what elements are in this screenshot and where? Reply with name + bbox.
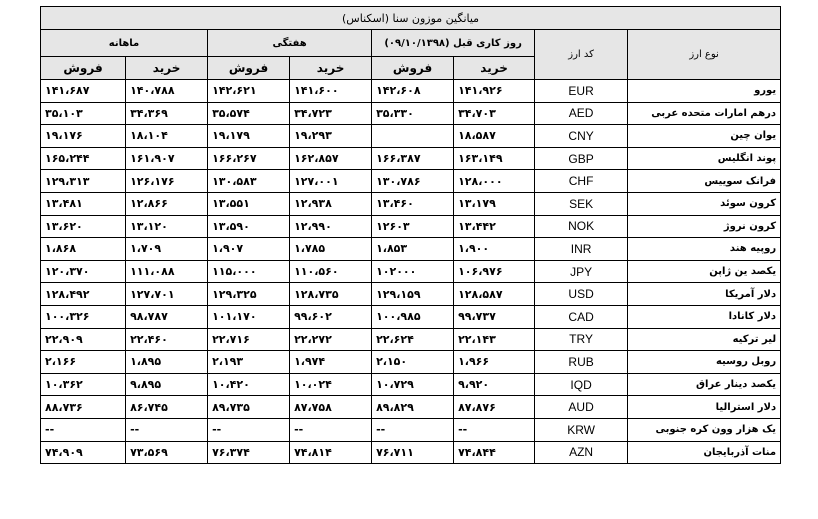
currency-type-header: نوع ارز <box>628 30 781 80</box>
weekly-header: هفتگی <box>208 30 372 57</box>
weekly-sell-value: ۲،۱۹۳ <box>208 351 290 374</box>
weekly-buy-value: ۱۶۲،۸۵۷ <box>290 147 372 170</box>
previous-day-buy-value: ۱۳،۴۴۲ <box>454 215 535 238</box>
table-row <box>41 373 781 396</box>
currency-code: CAD <box>535 305 628 328</box>
currency-code: INR <box>535 238 628 261</box>
currency-code-header: کد ارز <box>535 30 628 80</box>
currency-name: منات آذربایجان <box>628 441 781 464</box>
previous-day-buy-value: ۳۴،۷۰۳ <box>454 102 535 125</box>
currency-name: کرون سوئد <box>628 192 781 215</box>
monthly-buy-value: ۱۴۰،۷۸۸ <box>126 80 208 103</box>
previous-day-sell-value: ۱۰۲۰۰۰ <box>372 260 454 283</box>
currency-code: NOK <box>535 215 628 238</box>
weekly-sell-value: ۱۰۱،۱۷۰ <box>208 305 290 328</box>
weekly-sell-value: ۱۰،۴۲۰ <box>208 373 290 396</box>
currency-name: دلار استرالیا <box>628 396 781 419</box>
table-row <box>41 441 781 464</box>
previous-day-buy-value: ۱۲۸،۰۰۰ <box>454 170 535 193</box>
currency-code: RUB <box>535 351 628 374</box>
monthly-sell-value: -- <box>41 418 126 441</box>
previous-day-sell-value: ۷۶،۷۱۱ <box>372 441 454 464</box>
table-row <box>41 102 781 125</box>
currency-code: SEK <box>535 192 628 215</box>
currency-code: GBP <box>535 147 628 170</box>
monthly-buy-value: ۷۳،۵۶۹ <box>126 441 208 464</box>
currency-name: یوان چین <box>628 125 781 148</box>
rate-table-body <box>41 80 781 464</box>
currency-name: دلار آمریکا <box>628 283 781 306</box>
currency-name: درهم امارات متحده عربی <box>628 102 781 125</box>
table-title: میانگین موزون سنا (اسکناس) <box>41 7 781 30</box>
weekly-sell-value: ۱۲۹،۳۲۵ <box>208 283 290 306</box>
sell-header: فروش <box>41 57 126 80</box>
weekly-sell-value: ۸۹،۷۳۵ <box>208 396 290 419</box>
previous-day-header: روز کاری قبل (۰۹/۱۰/۱۳۹۸) <box>372 30 535 57</box>
weekly-sell-value: -- <box>208 418 290 441</box>
monthly-buy-value: ۱۲۶،۱۷۶ <box>126 170 208 193</box>
currency-code: CNY <box>535 125 628 148</box>
monthly-sell-value: ۱۰۰،۳۲۶ <box>41 305 126 328</box>
table-row <box>41 238 781 261</box>
currency-code: CHF <box>535 170 628 193</box>
weekly-sell-value: ۱۱۵،۰۰۰ <box>208 260 290 283</box>
monthly-buy-value: ۱۶۱،۹۰۷ <box>126 147 208 170</box>
monthly-sell-value: ۱۹،۱۷۶ <box>41 125 126 148</box>
table-row <box>41 418 781 441</box>
weekly-buy-value: ۱۲۸،۷۳۵ <box>290 283 372 306</box>
weekly-buy-value: ۳۴،۷۲۳ <box>290 102 372 125</box>
monthly-buy-value: ۱،۸۹۵ <box>126 351 208 374</box>
table-row <box>41 80 781 103</box>
monthly-sell-value: ۱۲۸،۴۹۲ <box>41 283 126 306</box>
previous-day-buy-value: ۷۴،۸۴۴ <box>454 441 535 464</box>
currency-name: یکصد ین ژاپن <box>628 260 781 283</box>
weekly-sell-value: ۷۶،۳۷۴ <box>208 441 290 464</box>
monthly-buy-value: ۳۴،۳۶۹ <box>126 102 208 125</box>
previous-day-sell-value: ۱۶۶،۳۸۷ <box>372 147 454 170</box>
monthly-sell-value: ۷۴،۹۰۹ <box>41 441 126 464</box>
previous-day-sell-value: ۱۲۹،۱۵۹ <box>372 283 454 306</box>
weekly-buy-value: ۸۷،۷۵۸ <box>290 396 372 419</box>
table-row <box>41 328 781 351</box>
monthly-buy-value: ۹۸،۷۸۷ <box>126 305 208 328</box>
monthly-buy-value: ۱۱۱،۰۸۸ <box>126 260 208 283</box>
exchange-rate-table <box>40 6 781 464</box>
previous-day-buy-value: ۱۲۸،۵۸۷ <box>454 283 535 306</box>
monthly-sell-value: ۲۲،۹۰۹ <box>41 328 126 351</box>
table-row <box>41 125 781 148</box>
previous-day-sell-value: ۱۳۰،۷۸۶ <box>372 170 454 193</box>
monthly-sell-value: ۱۳،۴۸۱ <box>41 192 126 215</box>
previous-day-buy-value: ۸۷،۸۷۶ <box>454 396 535 419</box>
table-row <box>41 215 781 238</box>
monthly-buy-value: -- <box>126 418 208 441</box>
weekly-sell-value: ۲۲،۷۱۶ <box>208 328 290 351</box>
previous-day-sell-value: ۳۵،۳۳۰ <box>372 102 454 125</box>
currency-code: AED <box>535 102 628 125</box>
weekly-sell-value: ۱،۹۰۷ <box>208 238 290 261</box>
previous-day-sell-value: ۲،۱۵۰ <box>372 351 454 374</box>
monthly-sell-value: ۱۲۰،۳۷۰ <box>41 260 126 283</box>
previous-day-buy-value: ۱۰۶،۹۷۶ <box>454 260 535 283</box>
currency-name: یک هزار وون کره جنوبی <box>628 418 781 441</box>
previous-day-buy-value: ۱،۹۶۶ <box>454 351 535 374</box>
buy-header: خرید <box>454 57 535 80</box>
previous-day-buy-value: ۱۸،۵۸۷ <box>454 125 535 148</box>
previous-day-sell-value: ۱،۸۵۳ <box>372 238 454 261</box>
monthly-sell-value: ۸۸،۷۳۶ <box>41 396 126 419</box>
monthly-sell-value: ۱۴۱،۶۸۷ <box>41 80 126 103</box>
previous-day-buy-value: -- <box>454 418 535 441</box>
table-row <box>41 305 781 328</box>
weekly-buy-value: ۱۲،۹۹۰ <box>290 215 372 238</box>
table-row <box>41 283 781 306</box>
buy-header: خرید <box>126 57 208 80</box>
currency-code: TRY <box>535 328 628 351</box>
weekly-buy-value: ۱۱۰،۵۶۰ <box>290 260 372 283</box>
weekly-buy-value: ۱،۹۷۴ <box>290 351 372 374</box>
currency-code: KRW <box>535 418 628 441</box>
monthly-buy-value: ۱۲،۸۶۶ <box>126 192 208 215</box>
currency-name: یکصد دینار عراق <box>628 373 781 396</box>
previous-day-sell-value: ۸۹،۸۲۹ <box>372 396 454 419</box>
monthly-buy-value: ۲۲،۴۶۰ <box>126 328 208 351</box>
weekly-buy-value: -- <box>290 418 372 441</box>
currency-name: یورو <box>628 80 781 103</box>
currency-name: لیر ترکیه <box>628 328 781 351</box>
previous-day-sell-value: ۱۳،۴۶۰ <box>372 192 454 215</box>
previous-day-buy-value: ۹۹،۷۳۷ <box>454 305 535 328</box>
previous-day-sell-value: ۱۲۶۰۳ <box>372 215 454 238</box>
previous-day-buy-value: ۱،۹۰۰ <box>454 238 535 261</box>
buy-header: خرید <box>290 57 372 80</box>
previous-day-sell-value: ۱۰۰،۹۸۵ <box>372 305 454 328</box>
currency-name: روبل روسیه <box>628 351 781 374</box>
table-row <box>41 396 781 419</box>
currency-code: AUD <box>535 396 628 419</box>
weekly-buy-value: ۲۲،۲۷۲ <box>290 328 372 351</box>
previous-day-buy-value: ۹،۹۲۰ <box>454 373 535 396</box>
weekly-sell-value: ۳۵،۵۷۴ <box>208 102 290 125</box>
previous-day-sell-value: ۲۲،۶۲۴ <box>372 328 454 351</box>
sell-header: فروش <box>208 57 290 80</box>
previous-day-buy-value: ۲۲،۱۴۳ <box>454 328 535 351</box>
monthly-sell-value: ۱۰،۳۶۲ <box>41 373 126 396</box>
previous-day-sell-value: ۱۰،۷۲۹ <box>372 373 454 396</box>
currency-name: کرون نروژ <box>628 215 781 238</box>
table-row <box>41 170 781 193</box>
table-row <box>41 192 781 215</box>
weekly-sell-value: ۱۳،۵۹۰ <box>208 215 290 238</box>
currency-code: JPY <box>535 260 628 283</box>
currency-name: فرانک سوییس <box>628 170 781 193</box>
weekly-buy-value: ۱۹،۲۹۳ <box>290 125 372 148</box>
weekly-buy-value: ۱۰،۰۲۴ <box>290 373 372 396</box>
monthly-buy-value: ۸۶،۷۴۵ <box>126 396 208 419</box>
previous-day-sell-value: -- <box>372 418 454 441</box>
weekly-sell-value: ۱۹،۱۷۹ <box>208 125 290 148</box>
currency-code: USD <box>535 283 628 306</box>
monthly-sell-value: ۳۵،۱۰۳ <box>41 102 126 125</box>
monthly-sell-value: ۱۶۵،۲۴۴ <box>41 147 126 170</box>
weekly-buy-value: ۹۹،۶۰۲ <box>290 305 372 328</box>
table-row <box>41 147 781 170</box>
monthly-sell-value: ۱۳،۶۲۰ <box>41 215 126 238</box>
weekly-buy-value: ۱۴۱،۶۰۰ <box>290 80 372 103</box>
currency-name: دلار کانادا <box>628 305 781 328</box>
previous-day-buy-value: ۱۴۱،۹۲۶ <box>454 80 535 103</box>
weekly-sell-value: ۱۴۲،۶۲۱ <box>208 80 290 103</box>
monthly-sell-value: ۱،۸۶۸ <box>41 238 126 261</box>
monthly-sell-value: ۱۲۹،۳۱۳ <box>41 170 126 193</box>
sell-header: فروش <box>372 57 454 80</box>
weekly-buy-value: ۷۴،۸۱۴ <box>290 441 372 464</box>
currency-name: روپیه هند <box>628 238 781 261</box>
previous-day-sell-value: ۱۴۲،۶۰۸ <box>372 80 454 103</box>
monthly-buy-value: ۱،۷۰۹ <box>126 238 208 261</box>
currency-code: EUR <box>535 80 628 103</box>
weekly-sell-value: ۱۶۶،۲۶۷ <box>208 147 290 170</box>
monthly-sell-value: ۲،۱۶۶ <box>41 351 126 374</box>
previous-day-buy-value: ۱۳،۱۷۹ <box>454 192 535 215</box>
monthly-header: ماهانه <box>41 30 208 57</box>
monthly-buy-value: ۹،۸۹۵ <box>126 373 208 396</box>
currency-name: پوند انگلیس <box>628 147 781 170</box>
monthly-buy-value: ۱۳،۱۲۰ <box>126 215 208 238</box>
table-row <box>41 351 781 374</box>
weekly-sell-value: ۱۳،۵۵۱ <box>208 192 290 215</box>
previous-day-sell-value <box>372 125 454 148</box>
weekly-sell-value: ۱۳۰،۵۸۳ <box>208 170 290 193</box>
weekly-buy-value: ۱۲۷،۰۰۱ <box>290 170 372 193</box>
currency-code: AZN <box>535 441 628 464</box>
table-row <box>41 260 781 283</box>
currency-code: IQD <box>535 373 628 396</box>
previous-day-buy-value: ۱۶۳،۱۴۹ <box>454 147 535 170</box>
monthly-buy-value: ۱۸،۱۰۴ <box>126 125 208 148</box>
monthly-buy-value: ۱۲۷،۷۰۱ <box>126 283 208 306</box>
weekly-buy-value: ۱،۷۸۵ <box>290 238 372 261</box>
weekly-buy-value: ۱۲،۹۳۸ <box>290 192 372 215</box>
